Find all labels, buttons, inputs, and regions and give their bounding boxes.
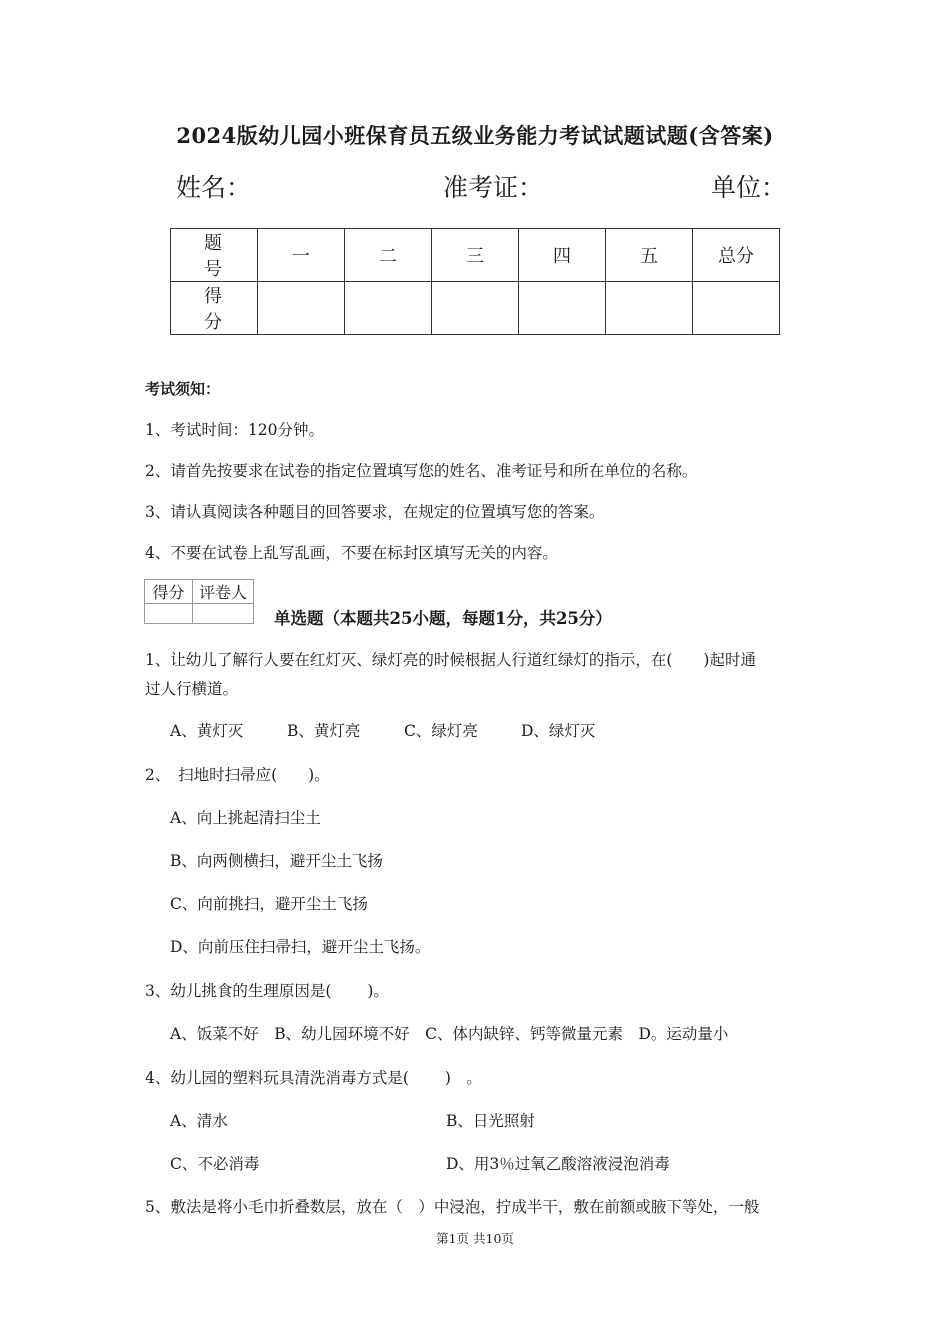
q3-options: A、饭菜不好 B、幼儿园环境不好 C、体内缺锌、钙等微量元素 D。运动量小 [170, 1025, 729, 1043]
score-header-label: 题 号 [171, 229, 258, 282]
score-header-4: 四 [519, 229, 606, 282]
question-1-text-cont: 过人行横道。 [145, 680, 239, 698]
grader-box [144, 579, 254, 624]
q4-option-c: C、不必消毒 [170, 1155, 260, 1173]
q4-option-a: A、清水 [170, 1112, 228, 1130]
score-cell-5[interactable] [606, 282, 693, 335]
notice-title: 考试须知： [145, 380, 221, 398]
grader-reviewer-cell[interactable] [193, 604, 254, 624]
score-header-3: 三 [432, 229, 519, 282]
question-2-text: 2、 扫地时扫帚应( )。 [145, 766, 330, 784]
score-cell-3[interactable] [432, 282, 519, 335]
score-header-5: 五 [606, 229, 693, 282]
q4-option-d: D、用3％过氧乙酸溶液浸泡消毒 [446, 1155, 670, 1173]
score-header-2: 二 [345, 229, 432, 282]
notice-item: 3、请认真阅读各种题目的回答要求，在规定的位置填写您的答案。 [145, 503, 605, 521]
q1-option-a: A、黄灯灭 [170, 722, 244, 740]
question-5-text: 5、敷法是将小毛巾折叠数层，放在（ ）中浸泡，拧成半干，敷在前额或腋下等处，一般 [145, 1198, 760, 1216]
exam-id-field-label: 准考证： [443, 173, 544, 202]
grader-score-label: 得分 [145, 580, 193, 604]
score-cell-2[interactable] [345, 282, 432, 335]
score-table [170, 228, 780, 335]
q2-option-c: C、向前挑扫，避开尘土飞扬 [170, 895, 368, 913]
score-table-header-row [171, 229, 780, 282]
question-3-text: 3、幼儿挑食的生理原因是( )。 [145, 982, 389, 1000]
unit-field-label: 单位： [711, 173, 787, 202]
grader-score-cell[interactable] [145, 604, 193, 624]
name-field-label: 姓名： [176, 173, 252, 202]
section-title: 单选题（本题共25小题，每题1分，共25分） [274, 609, 612, 628]
page-footer: 第1页 共10页 [436, 1231, 514, 1246]
q1-option-b: B、黄灯亮 [287, 722, 361, 740]
notice-item: 4、不要在试卷上乱写乱画，不要在标封区填写无关的内容。 [145, 544, 558, 562]
score-table-score-row [171, 282, 780, 335]
q4-option-b: B、日光照射 [446, 1112, 535, 1130]
q2-option-b: B、向两侧横扫，避开尘土飞扬 [170, 852, 383, 870]
q2-option-a: A、向上挑起清扫尘土 [170, 809, 321, 827]
grader-reviewer-label: 评卷人 [193, 580, 254, 604]
score-row-label: 得 分 [171, 282, 258, 335]
q1-option-d: D、绿灯灭 [521, 722, 596, 740]
notice-item: 2、请首先按要求在试卷的指定位置填写您的姓名、准考证号和所在单位的名称。 [145, 462, 698, 480]
notice-item: 1、考试时间：120分钟。 [145, 421, 324, 439]
q1-option-c: C、绿灯亮 [404, 722, 478, 740]
question-4-text: 4、幼儿园的塑料玩具清洗消毒方式是( ) 。 [145, 1069, 482, 1087]
question-1-text: 1、让幼儿了解行人要在红灯灭、绿灯亮的时候根据人行道红绿灯的指示，在( )起时通 [145, 651, 756, 669]
document-title: 2024版幼儿园小班保育员五级业务能力考试试题试题(含答案) [176, 123, 774, 148]
score-header-total: 总分 [693, 229, 780, 282]
score-header-1: 一 [258, 229, 345, 282]
score-cell-4[interactable] [519, 282, 606, 335]
score-cell-total[interactable] [693, 282, 780, 335]
q2-option-d: D、向前压住扫帚扫，避开尘土飞扬。 [170, 938, 431, 956]
